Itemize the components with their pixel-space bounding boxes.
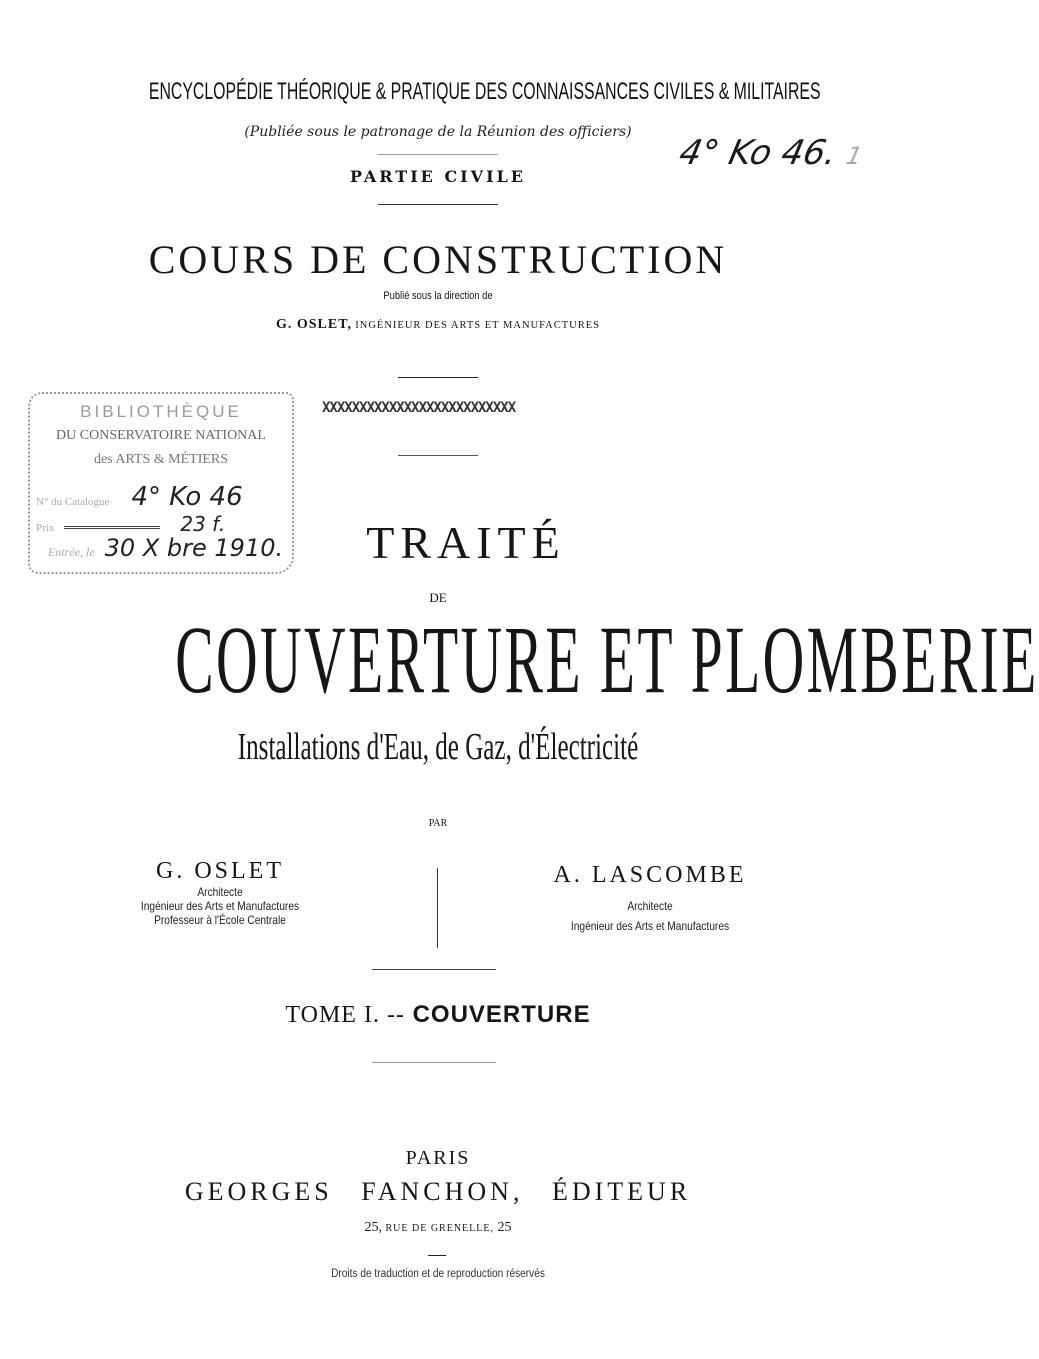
- address-street: RUE DE GRENELLE,: [385, 1223, 494, 1234]
- director-title: INGÉNIEUR DES ARTS ET MANUFACTURES: [355, 320, 601, 331]
- director-name: G. OSLET,: [275, 317, 353, 332]
- author-name: A. LASCOMBE: [553, 862, 747, 888]
- title-traite: TRAITÉ: [366, 517, 566, 568]
- director-line: [0, 316, 876, 333]
- imprint-address: [0, 1220, 876, 1236]
- collection-title: COURS DE CONSTRUCTION: [148, 237, 728, 282]
- volume-number: TOME I. --: [285, 1002, 405, 1028]
- price-label: Prix: [36, 522, 55, 534]
- divider-rule: [372, 969, 496, 970]
- section-label: PARTIE CIVILE: [349, 167, 526, 186]
- volume-title: [0, 1000, 876, 1029]
- divider-rule: [372, 1062, 496, 1063]
- published-under-text: Publié sous la direction de: [383, 290, 493, 302]
- author-role: Ingénieur des Arts et Manufactures: [140, 899, 300, 913]
- address-number: 25,: [364, 1220, 382, 1235]
- author-lascombe: [540, 862, 760, 933]
- divider-rule: [428, 1255, 446, 1256]
- imprint-city: PARIS: [405, 1147, 471, 1169]
- divider-rule: [378, 204, 498, 205]
- stamp-line-2: DU CONSERVATOIRE NATIONAL: [56, 428, 266, 443]
- patronage-note: (Publiée sous le patronage de la Réunion des officiers): [244, 124, 632, 140]
- catalogue-label: N° du Catalogue: [36, 496, 110, 508]
- shelfmark-pencil: 1: [843, 142, 865, 170]
- author-role: Architecte: [197, 885, 243, 899]
- rights-notice: Droits de traduction et de reproduction réservés: [331, 1268, 545, 1280]
- shelfmark-ink: 4° Ko 46.: [675, 133, 841, 173]
- stamp-line-1: BIBLIOTHÈQUE: [80, 402, 242, 421]
- entry-label: Entrée, le: [48, 545, 95, 559]
- main-title: COUVERTURE ET PLOMBERIE: [175, 606, 1039, 713]
- imprint-publisher: GEORGES FANCHON, ÉDITEUR: [184, 1177, 692, 1206]
- address-number: 25: [497, 1220, 512, 1235]
- subtitle: Installations d'Eau, de Gaz, d'Électricité: [237, 726, 639, 768]
- volume-name: COUVERTURE: [412, 1001, 591, 1028]
- author-role: Ingénieur des Arts et Manufactures: [570, 919, 730, 933]
- author-role: Professeur à l'École Centrale: [154, 913, 286, 927]
- title-de: DE: [429, 590, 447, 605]
- author-name: G. OSLET: [156, 858, 284, 884]
- erased-text: XXXXXXXXXXXXXXXXXXXXXXXXXX: [322, 400, 516, 416]
- divider-rule: [378, 154, 498, 155]
- price-value: 23 f.: [180, 512, 226, 536]
- author-divider: [437, 868, 438, 948]
- divider-rule: [398, 377, 478, 378]
- handwritten-shelfmark: [676, 133, 867, 173]
- series-title: ENCYCLOPÉDIE THÉORIQUE & PRATIQUE DES CONNAISSANCES CIVILES & MILITAIRES: [148, 78, 821, 105]
- entry-value: 30 X bre 1910.: [104, 534, 284, 562]
- author-role: Architecte: [627, 899, 673, 913]
- catalogue-value: 4° Ko 46: [131, 482, 243, 512]
- stamp-catalogue-row: [36, 482, 243, 512]
- stamp-line-3: des ARTS & MÉTIERS: [93, 452, 229, 467]
- author-oslet: [110, 858, 330, 927]
- divider-rule: [398, 455, 478, 456]
- by-label: PAR: [428, 818, 448, 829]
